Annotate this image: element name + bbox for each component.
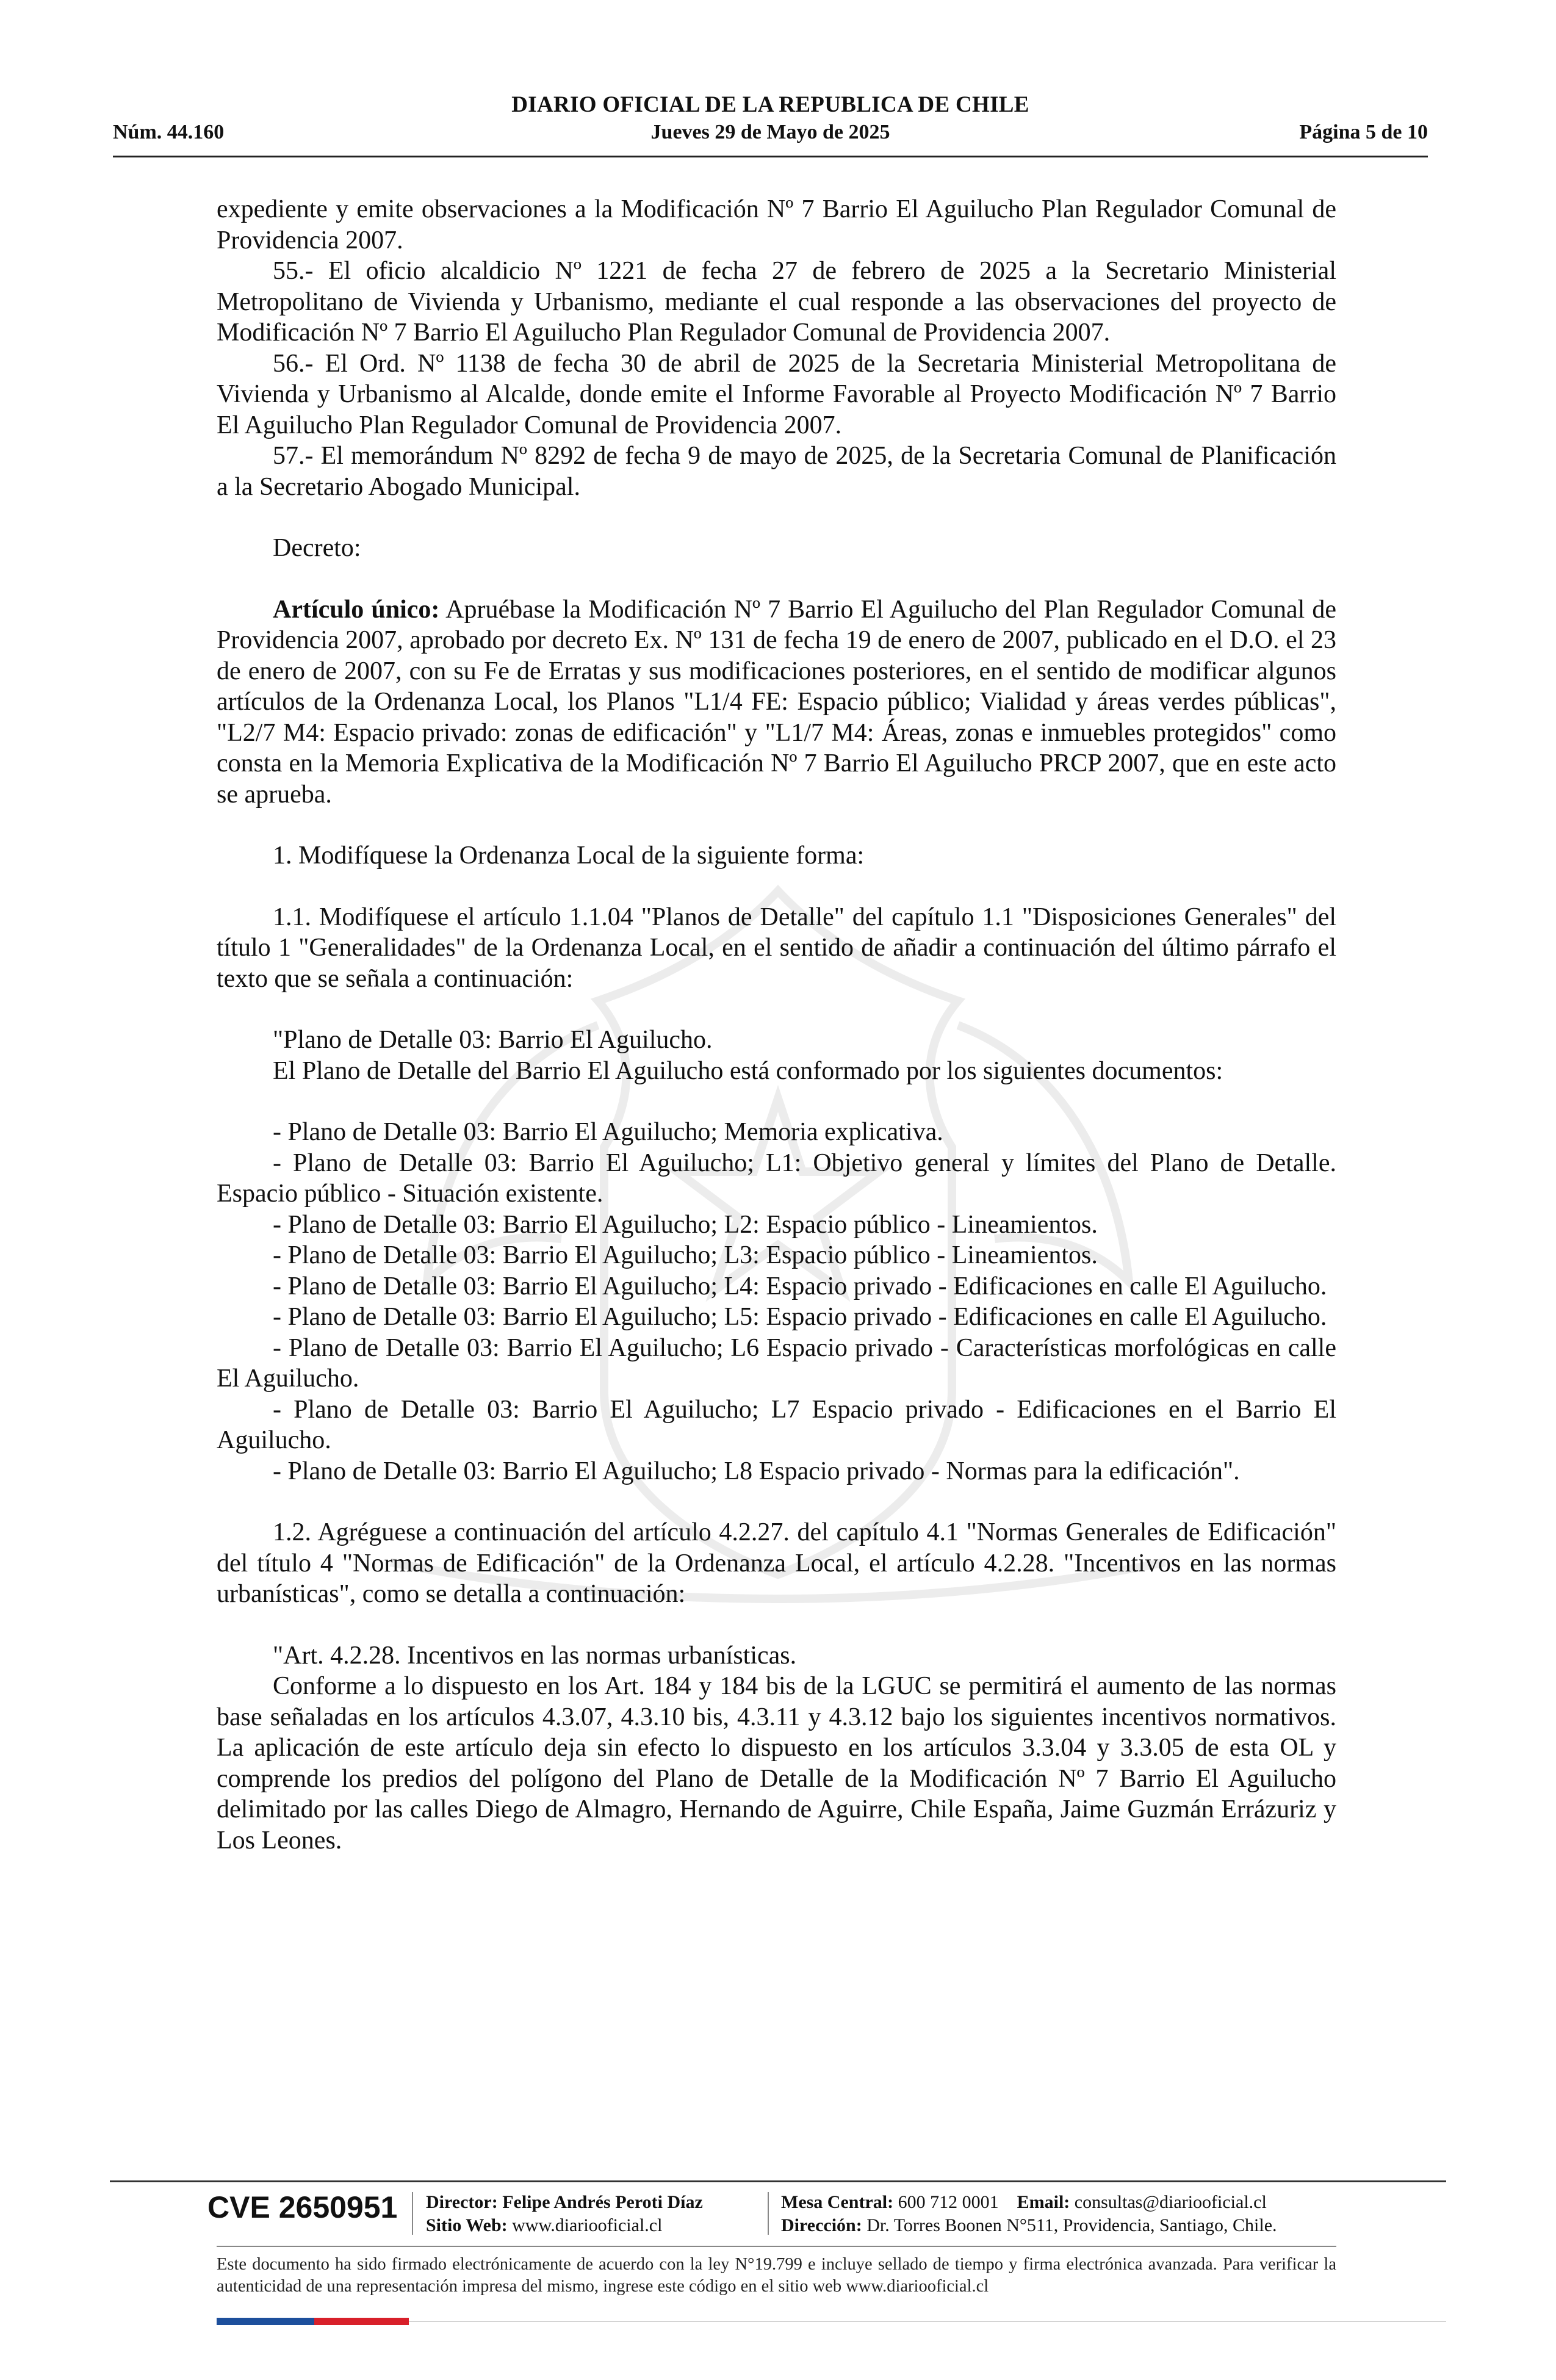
page-number: Página 5 de 10 [1299, 121, 1428, 143]
list-item: - Plano de Detalle 03: Barrio El Aguilucho; L3: Espacio público - Lineamientos. [273, 1241, 1098, 1269]
footer-separator [412, 2192, 413, 2235]
footer-separator [768, 2192, 769, 2235]
website-link[interactable]: www.diariooficial.cl [512, 2215, 663, 2235]
list-item: - Plano de Detalle 03: Barrio El Aguilucho; L4: Espacio privado - Edificaciones en calle El Aguilucho. [273, 1272, 1327, 1300]
list-item: - Plano de Detalle 03: Barrio El Aguilucho; L1: Objetivo general y límites del Plano de Detalle. Espacio público - Situación existente. [217, 1149, 1336, 1208]
phone-label: Mesa Central: [781, 2192, 894, 2212]
header-divider [113, 156, 1428, 157]
quote-line: "Plano de Detalle 03: Barrio El Aguilucho. [273, 1026, 713, 1054]
list-item: - Plano de Detalle 03: Barrio El Aguilucho; L5: Espacio privado - Edificaciones en calle El Aguilucho. [273, 1303, 1327, 1331]
legal-notice: Este documento ha sido firmado electrónicamente de acuerdo con la ley N°19.799 e incluye sellado de tiempo y firma electrónica avanzada. Para verificar la autenticidad de una representación impresa del mismo, ingrese este código en el sitio web www.diariooficial.cl [217, 2255, 1336, 2296]
issue-number: Núm. 44.160 [113, 121, 225, 143]
article-paragraph [217, 594, 1336, 810]
list-item: - Plano de Detalle 03: Barrio El Aguilucho; Memoria explicativa. [273, 1118, 943, 1146]
paragraph: 56.- El Ord. Nº 1138 de fecha 30 de abril de 2025 de la Secretaria Ministerial Metropolitana de Vivienda y Urbanismo al Alcalde, donde emite el Informe Favorable al Proyecto Modificación Nº 7 Barrio El Aguilucho Plan Regulador Comunal de Providencia 2007. [217, 349, 1336, 439]
list-item: - Plano de Detalle 03: Barrio El Aguilucho; L8 Espacio privado - Normas para la edificación". [273, 1457, 1240, 1485]
paragraph: Conforme a lo dispuesto en los Art. 184 y 184 bis de la LGUC se permitirá el aumento de las normas base señaladas en los artículos 4.3.07, 4.3.10 bis, 4.3.11 y 4.3.12 bajo los siguientes incentivos normativos. La aplicación de este artículo deja sin efecto lo dispuesto en los artículos 3.3.04 y 3.3.05 de esta OL y comprende los predios del polígono del Plano de Detalle de la Modificación Nº 7 Barrio El Aguilucho delimitado por las calles Diego de Almagro, Hernando de Aguirre, Chile España, Jaime Guzmán Errázuriz y Los Leones. [217, 1672, 1336, 1855]
address-text: Dr. Torres Boonen N°511, Providencia, Santiago, Chile. [866, 2215, 1277, 2235]
list-item: - Plano de Detalle 03: Barrio El Aguilucho; L7 Espacio privado - Edificaciones en el Barrio El Aguilucho. [217, 1395, 1336, 1454]
newspaper-title: DIARIO OFICIAL DE LA REPUBLICA DE CHILE [511, 92, 1029, 117]
flag-bar-rule [409, 2321, 1446, 2322]
footer-director-block [426, 2191, 703, 2237]
list-item: - Plano de Detalle 03: Barrio El Aguilucho; L2: Espacio público - Lineamientos. [273, 1210, 1098, 1239]
footer-contact-block [781, 2191, 1277, 2237]
list-item: - Plano de Detalle 03: Barrio El Aguilucho; L6 Espacio privado - Características morfológicas en calle El Aguilucho. [217, 1333, 1336, 1393]
phone-number: 600 712 0001 [898, 2192, 999, 2212]
page-header [113, 92, 1428, 159]
issue-date: Jueves 29 de Mayo de 2025 [650, 121, 890, 143]
subsection-paragraph: 1.1. Modifíquese el artículo 1.1.04 "Planos de Detalle" del capítulo 1.1 "Disposiciones Generales" del título 1 "Generalidades" de la Ordenanza Local, en el sentido de añadir a continuación del último párrafo el texto que se señala a continuación: [217, 903, 1336, 993]
quote-line: "Art. 4.2.28. Incentivos en las normas urbanísticas. [273, 1641, 797, 1670]
director-label: Director: [426, 2192, 498, 2212]
section-heading: 1. Modifíquese la Ordenanza Local de la siguiente forma: [273, 842, 865, 870]
flag-bar-blue [217, 2318, 314, 2325]
article-text: Apruébase la Modificación Nº 7 Barrio El Aguilucho del Plan Regulador Comunal de Providencia 2007, aprobado por decreto Ex. Nº 131 de fecha 19 de enero de 2007, publicado en el D.O. el 23 de enero de 2007, con su Fe de Erratas y sus modificaciones posteriores, en el sentido de modificar algunos artículos de la Ordenanza Local, los Planos "L1/4 FE: Espacio público; Vialidad y áreas verdes públicas", "L2/7 M4: Espacio privado: zonas de edificación" y "L1/7 M4: Áreas, zonas e inmuebles protegidos" como consta en la Memoria Explicativa de la Modificación Nº 7 Barrio El Aguilucho PRCP 2007, que en este acto se aprueba. [217, 595, 1336, 809]
website-label: Sitio Web: [426, 2215, 508, 2235]
email-label: Email: [1017, 2192, 1070, 2212]
paragraph: 55.- El oficio alcaldicio Nº 1221 de fecha 27 de febrero de 2025 a la Secretario Ministerial Metropolitano de Vivienda y Urbanismo, mediante el cual responde a las observaciones del proyecto de Modificación Nº 7 Barrio El Aguilucho Plan Regulador Comunal de Providencia 2007. [217, 257, 1336, 347]
document-body [217, 194, 1336, 1856]
paragraph: 57.- El memorándum Nº 8292 de fecha 9 de mayo de 2025, de la Secretaria Comunal de Planificación a la Secretario Abogado Municipal. [217, 442, 1336, 501]
article-label: Artículo único: [273, 595, 440, 624]
address-label: Dirección: [781, 2215, 862, 2235]
footer-divider [110, 2180, 1446, 2182]
subsection-paragraph: 1.2. Agréguese a continuación del artículo 4.2.27. del capítulo 4.1 "Normas Generales de Edificación" del título 4 "Normas de Edificación" de la Ordenanza Local, el artículo 4.2.28. "Incentivos en las normas urbanísticas", como se detalla a continuación: [217, 1518, 1336, 1608]
cve-code: CVE 2650951 [207, 2190, 398, 2224]
paragraph: expediente y emite observaciones a la Modificación Nº 7 Barrio El Aguilucho Plan Regulador Comunal de Providencia 2007. [217, 195, 1336, 254]
email-link[interactable]: consultas@diariooficial.cl [1074, 2192, 1267, 2212]
footer-divider [217, 2246, 1336, 2247]
quote-line: El Plano de Detalle del Barrio El Aguilucho está conformado por los siguientes documentos: [273, 1056, 1223, 1085]
director-name: Felipe Andrés Peroti Díaz [502, 2192, 703, 2212]
decree-heading: Decreto: [273, 534, 361, 562]
flag-bar-red [314, 2318, 409, 2325]
